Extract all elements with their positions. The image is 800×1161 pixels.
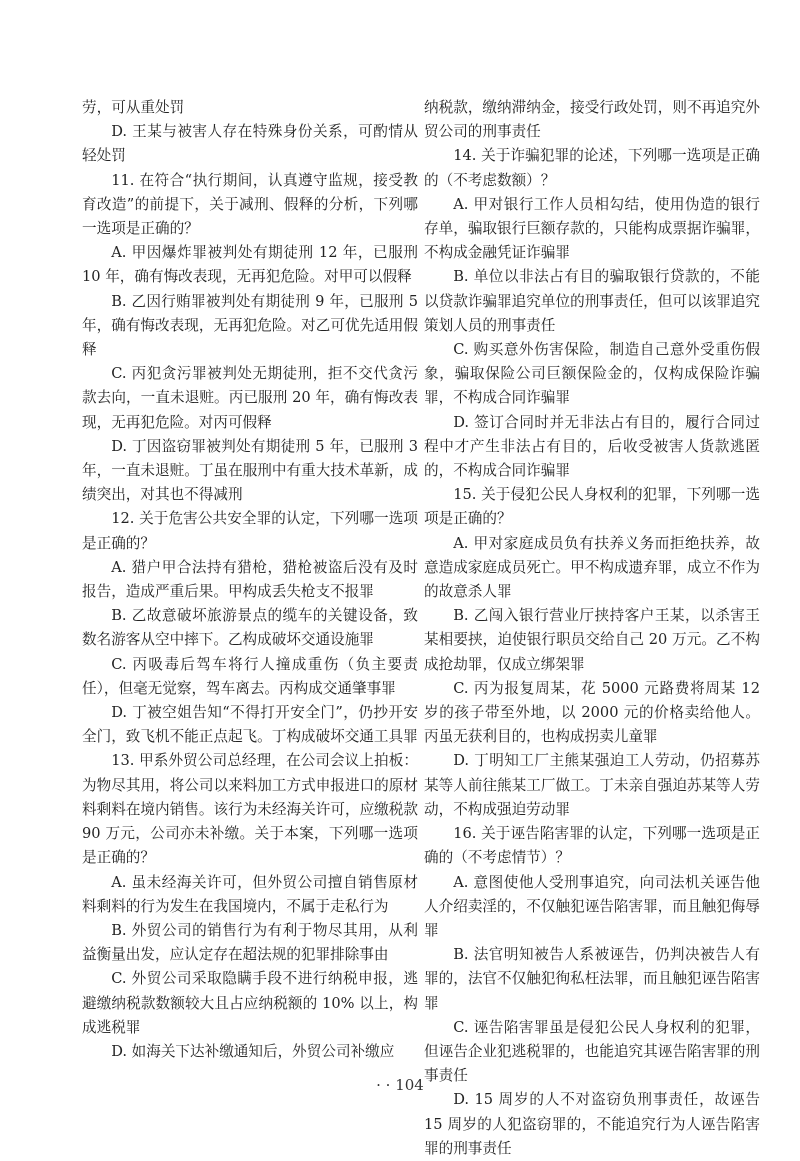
paragraph: D. 丁被空姐告知“不得打开安全门”，仍抄开安全门，致飞机不能正点起飞。丁构成破坏交通工具罪 (82, 704, 418, 746)
left-column (82, 96, 418, 1064)
page-number: · · 104 (376, 1076, 424, 1094)
paragraph: B. 乙故意破坏旅游景点的缆车的关键设备，致数名游客从空中摔下。乙构成破坏交通设施罪 (82, 607, 418, 649)
paragraph: D. 15 周岁的人不对盗窃负刑事责任，故诬告 15 周岁的人犯盗窃罪的，不能追究行为人诬告陷害罪的刑事责任 (424, 1091, 760, 1157)
paragraph: D. 如海关下达补缴通知后，外贸公司补缴应 (111, 1042, 395, 1060)
paragraph: B. 法官明知被告人系被诬告，仍判决被告人有罪的，法官不仅触犯徇私枉法罪，而且触犯诬告陷害罪 (424, 946, 760, 1012)
paragraph: C. 购买意外伤害保险，制造自己意外受重伤假象，骗取保险公司巨额保险金的，仅构成保险诈骗罪，不构成合同诈骗罪 (424, 341, 760, 407)
paragraph: B. 乙闯入银行营业厅挟持客户王某，以杀害王某相要挟，迫使银行职员交给自己 20 万元。乙不构成抢劫罪，仅成立绑架罪 (424, 607, 760, 673)
paragraph: 纳税款，缴纳滞纳金，接受行政处罚，则不再追究外贸公司的刑事责任 (424, 99, 760, 141)
paragraph: 16. 关于诬告陷害罪的认定，下列哪一选项是正确的（不考虑情节）？ (424, 825, 760, 867)
paragraph: D. 签订合同时并无非法占有目的，履行合同过程中才产生非法占有目的，后收受被害人货款逃匿的，不构成合同诈骗罪 (424, 413, 760, 480)
paragraph: B. 乙因行贿罪被判处有期徒刑 9 年，已服刑 5 年，确有悔改表现，无再犯危险。对乙可优先适用假释 (82, 292, 418, 359)
paragraph: 12. 关于危害公共安全罪的认定，下列哪一选项是正确的？ (82, 510, 418, 552)
paragraph: B. 单位以非法占有目的骗取银行贷款的，不能以贷款诈骗罪追究单位的刑事责任，但可以该罪追究策划人员的刑事责任 (424, 268, 760, 334)
paragraph: A. 甲对银行工作人员相勾结，使用伪造的银行存单，骗取银行巨额存款的，只能构成票据诈骗罪，不构成金融凭证诈骗罪 (424, 195, 760, 262)
paragraph: 14. 关于诈骗犯罪的论述，下列哪一选项是正确的（不考虑数额）？ (424, 147, 760, 189)
paragraph: C. 外贸公司采取隐瞒手段不进行纳税申报，逃避缴纳税款数额较大且占应纳税额的 10% 以上，构成逃税罪 (82, 970, 418, 1036)
paragraph: 13. 甲系外贸公司总经理，在公司会议上拍板：为物尽其用，将公司以来料加工方式申报进口的原材料剩料在境内销售。该行为未经海关许可，应缴税款 90 万元，公司亦未补缴。关于本案，下列哪一选项是正确的？ (82, 752, 418, 867)
paragraph: A. 意图使他人受刑事追究，向司法机关诬告他人介绍卖淫的，不仅触犯诬告陷害罪，而且触犯侮辱罪 (424, 873, 760, 939)
paragraph: A. 虽未经海关许可，但外贸公司擅自销售原材料剩料的行为发生在我国境内，不属于走私行为 (82, 873, 418, 915)
paragraph: D. 王某与被害人存在特殊身份关系，可酌情从轻处罚 (82, 123, 418, 165)
paragraph: B. 外贸公司的销售行为有利于物尽其用，从利益衡量出发，应认定存在超法规的犯罪排除事由 (82, 921, 418, 964)
paragraph: A. 甲因爆炸罪被判处有期徒刑 12 年，已服刑 10 年，确有悔改表现，无再犯危险。对甲可以假释 (82, 244, 418, 286)
paragraph: A. 甲对家庭成员负有扶养义务而拒绝扶养，故意造成家庭成员死亡。甲不构成遗弃罪，成立不作为的故意杀人罪 (424, 534, 760, 601)
paragraph: C. 诬告陷害罪虽是侵犯公民人身权利的犯罪，但诬告企业犯逃税罪的，也能追究其诬告陷害罪的刑事责任 (424, 1018, 760, 1085)
paragraph: 11. 在符合“执行期间，认真遵守监规，接受教育改造”的前提下，关于减刑、假释的分析，下列哪一选项是正确的？ (82, 171, 418, 238)
paragraph: C. 丙为报复周某，花 5000 元路费将周某 12 岁的孩子带至外地，以 2000 元的价格卖给他人。丙虽无获利目的，也构成拐卖儿童罪 (424, 679, 760, 746)
paragraph: D. 丁明知工厂主熊某强迫工人劳动，仍招募苏某等人前往熊某工厂做工。丁未亲自强迫苏某等人劳动，不构成强迫劳动罪 (424, 752, 760, 818)
paragraph: 劳，可从重处罚 (82, 99, 185, 116)
paragraph: D. 丁因盗窃罪被判处有期徒刑 5 年，已服刑 3 年，一直未退赃。丁虽在服刑中有重大技术革新，成绩突出，对其也不得减刑 (82, 437, 418, 504)
paragraph: C. 丙犯贪污罪被判处无期徒刑，拒不交代贪污款去向，一直未退赃。丙已服刑 20 年，确有悔改表现，无再犯危险。对丙可假释 (82, 365, 418, 431)
right-column (424, 96, 760, 1161)
paragraph: C. 丙吸毒后驾车将行人撞成重伤（负主要责任），但毫无觉察，驾车离去。丙构成交通肇事罪 (82, 655, 418, 697)
paragraph: 15. 关于侵犯公民人身权利的犯罪，下列哪一选项是正确的？ (424, 486, 760, 528)
paragraph: A. 猎户甲合法持有猎枪，猎枪被盗后没有及时报告，造成严重后果。甲构成丢失枪支不报罪 (82, 558, 418, 601)
